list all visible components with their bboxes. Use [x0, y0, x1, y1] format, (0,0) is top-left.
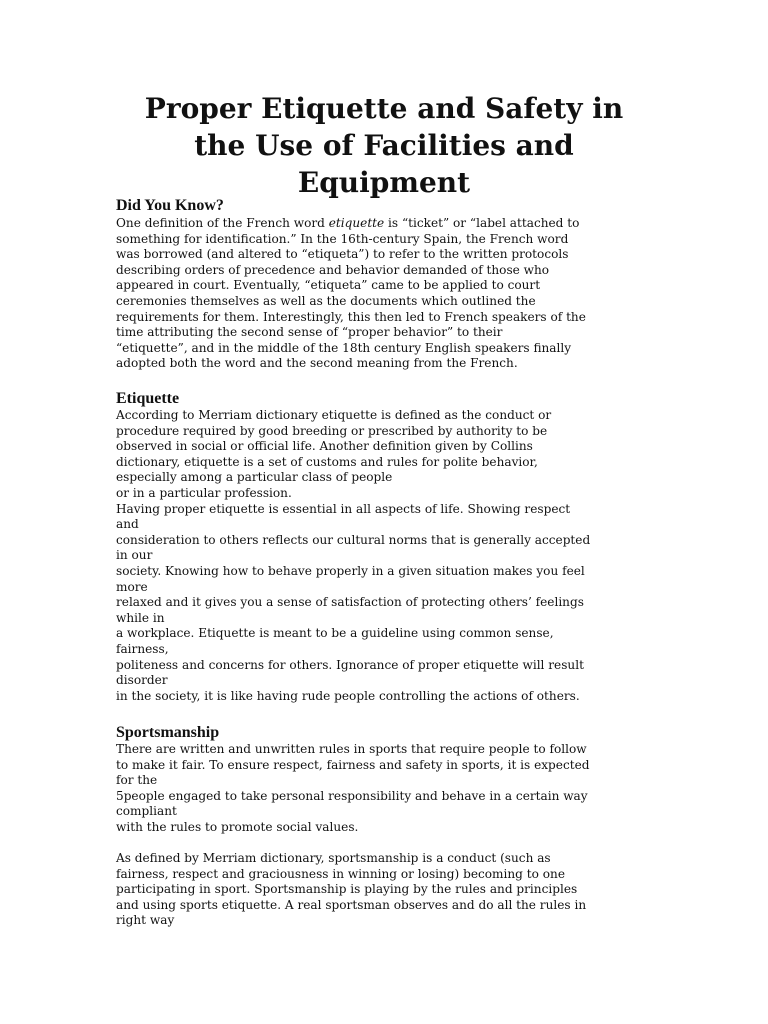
paragraph-line: adopted both the word and the second meaning from the French. [116, 356, 518, 371]
paragraph-line: especially among a particular class of people [116, 470, 393, 485]
paragraph-line: relaxed and it gives you a sense of satisfaction of protecting others’ feelings [116, 595, 584, 610]
title-line: Proper Etiquette and Safety in [144, 92, 624, 125]
sportsmanship-paragraph-2 [116, 851, 656, 929]
paragraph-line: with the rules to promote social values. [116, 819, 359, 834]
paragraph-line: consideration to others reflects our cultural norms that is generally accepted [116, 532, 591, 547]
paragraph-line: was borrowed (and altered to “etiqueta”) to refer to the written protocols [116, 247, 569, 262]
did-you-know-heading: Did You Know? [116, 197, 224, 214]
paragraph-line: There are written and unwritten rules in sports that require people to follow [116, 742, 587, 756]
paragraph-line: time attributing the second sense of “proper behavior” to their [116, 325, 503, 340]
paragraph-line: and using sports etiquette. A real sportsman observes and do all the rules in [116, 897, 587, 912]
paragraph-line: for the [116, 773, 158, 788]
paragraph-line: in our [116, 548, 153, 563]
paragraph-line: right way [116, 913, 175, 928]
paragraph-line: participating in sport. Sportsmanship is playing by the rules and principles [116, 882, 578, 897]
etiquette-heading: Etiquette [116, 390, 180, 407]
paragraph-line: a workplace. Etiquette is meant to be a guideline using common sense, [116, 626, 554, 641]
paragraph-line: and [116, 517, 139, 532]
paragraph-line: appeared in court. Eventually, “etiqueta” came to be applied to court [116, 278, 541, 293]
title-line: the Use of Facilities and [194, 129, 574, 162]
sportsmanship-paragraph-1 [116, 742, 656, 836]
paragraph-line: One definition of the French word etiquette is “ticket” or “label attached to [116, 216, 580, 230]
paragraph-line: something for identification.” In the 16th-century Spain, the French word [116, 231, 569, 246]
paragraph-line: procedure required by good breeding or prescribed by authority to be [116, 423, 548, 438]
paragraph-line: As defined by Merriam dictionary, sportsmanship is a conduct (such as [116, 851, 551, 865]
paragraph-line: fairness, respect and graciousness in winning or losing) becoming to one [116, 866, 565, 881]
etiquette-paragraph [116, 408, 656, 704]
paragraph-line: politeness and concerns for others. Ignorance of proper etiquette will result [116, 657, 584, 672]
paragraph-line: ceremonies themselves as well as the documents which outlined the [116, 293, 536, 308]
paragraph-line: disorder [116, 673, 168, 688]
paragraph-line: society. Knowing how to behave properly in a given situation makes you feel [116, 563, 585, 578]
paragraph-line: fairness, [116, 641, 169, 656]
paragraph-line: requirements for them. Interestingly, this then led to French speakers of the [116, 309, 586, 324]
etiquette-term: etiquette [328, 216, 385, 230]
paragraph-line: 5people engaged to take personal responsibility and behave in a certain way [116, 788, 588, 803]
paragraph-line: more [116, 579, 148, 594]
paragraph-line: dictionary, etiquette is a set of customs and rules for polite behavior, [116, 454, 538, 469]
paragraph-line: while in [116, 610, 165, 625]
sportsmanship-heading: Sportsmanship [116, 724, 220, 741]
document-title [100, 90, 668, 201]
did-you-know-paragraph [116, 216, 656, 372]
paragraph-line: describing orders of precedence and behavior demanded of those who [116, 262, 550, 277]
paragraph-line: “etiquette”, and in the middle of the 18th century English speakers finally [116, 340, 572, 355]
paragraph-line: Having proper etiquette is essential in all aspects of life. Showing respect [116, 501, 571, 516]
paragraph-line: to make it fair. To ensure respect, fairness and safety in sports, it is expected [116, 757, 590, 772]
paragraph-line: compliant [116, 804, 177, 819]
paragraph-line: According to Merriam dictionary etiquette is defined as the conduct or [116, 408, 552, 422]
paragraph-line: observed in social or official life. Another definition given by Collins [116, 439, 533, 454]
paragraph-line: in the society, it is like having rude people controlling the actions of others. [116, 688, 580, 703]
title-line: Equipment [297, 166, 471, 199]
paragraph-line: or in a particular profession. [116, 485, 292, 500]
